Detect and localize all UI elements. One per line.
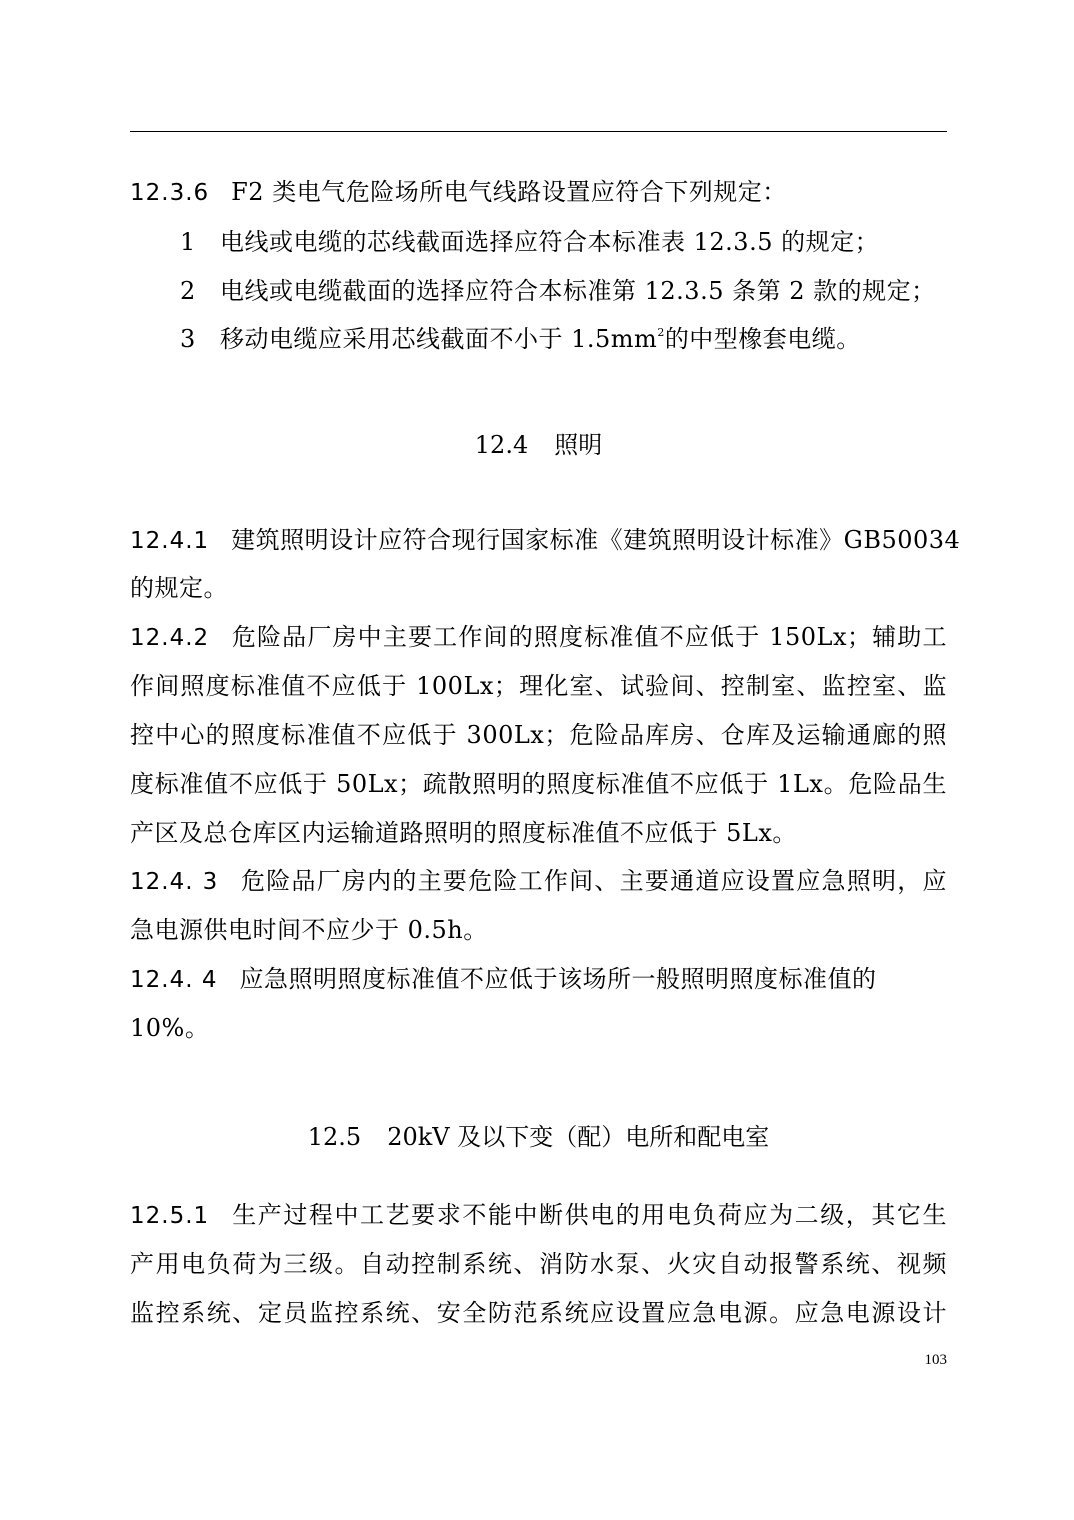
clause-text: 的规定。 [130,574,228,602]
clause-text: 建筑照明设计应符合现行国家标准《建筑照明设计标准》GB50034 [231,526,961,554]
clause-12-4-2 [130,620,947,655]
clause-text: 急电源供电时间不应少于 0.5h。 [130,916,488,944]
clause-line [130,718,947,752]
section-heading-12-5 [130,1120,947,1154]
clause-12-3-6 [130,175,947,210]
clause-text: 作间照度标准值不应低于 100Lx；理化室、试验间、控制室、监控室、监 [130,672,947,700]
clause-12-4-4 [130,962,947,997]
section-number: 12.5 [307,1123,362,1151]
item-text: 的中型橡套电缆。 [664,325,861,353]
clause-number: 12.4.1 [130,528,210,554]
clause-text: 度标准值不应低于 50Lx；疏散照明的照度标准值不应低于 1Lx。危险品生 [130,770,947,798]
clause-text: 应急照明照度标准值不应低于该场所一般照明照度标准值的 [239,965,877,993]
clause-text: 10%。 [130,1014,210,1042]
clause-number: 12.3.6 [130,180,210,206]
item-number: 2 [180,277,196,305]
section-title: 照明 [554,431,603,459]
clause-line [130,913,947,947]
clause-text: 监控系统、定员监控系统、安全防范系统应设置应急电源。应急电源设计 [130,1299,947,1327]
item-text: 移动电缆应采用芯线截面不小于 1.5mm [220,325,658,353]
list-item [180,274,947,308]
item-number: 1 [180,228,196,256]
clause-12-5-1 [130,1198,947,1233]
item-number: 3 [180,325,196,353]
item-text: 电线或电缆的芯线截面选择应符合本标准表 12.3.5 的规定； [220,228,880,256]
clause-text: 产用电负荷为三级。自动控制系统、消防水泵、火灾自动报警系统、视频 [130,1250,947,1278]
clause-line [130,571,947,605]
superscript: 2 [657,326,665,339]
item-text: 电线或电缆截面的选择应符合本标准第 12.3.5 条第 2 款的规定； [220,277,936,305]
clause-line [130,1247,947,1281]
clause-text: 产区及总仓库区内运输道路照明的照度标准值不应低于 5Lx。 [130,819,797,847]
clause-line [130,1011,947,1045]
clause-text: 控中心的照度标准值不应低于 300Lx；危险品库房、仓库及运输通廊的照 [130,721,947,749]
section-heading-12-4 [130,428,947,462]
section-title: 20kV 及以下变（配）电所和配电室 [387,1123,770,1151]
clause-number: 12.4. 3 [130,869,219,895]
clause-number: 12.4.2 [130,625,210,651]
clause-number: 12.5.1 [130,1203,210,1229]
clause-text: 生产过程中工艺要求不能中断供电的用电负荷应为二级，其它生 [231,1201,947,1229]
clause-line [130,669,947,703]
clause-12-4-1 [130,523,961,558]
header-rule [130,131,947,132]
clause-text: 危险品厂房中主要工作间的照度标准值不应低于 150Lx；辅助工 [231,623,947,651]
list-item [180,225,947,259]
clause-12-4-3 [130,864,947,899]
list-item [180,322,947,356]
clause-line [130,816,947,850]
clause-number: 12.4. 4 [130,967,218,993]
clause-text: 危险品厂房内的主要危险工作间、主要通道应设置应急照明，应 [240,867,948,895]
page-number: 103 [924,1352,947,1368]
clause-text: F2 类电气危险场所电气线路设置应符合下列规定： [231,178,787,206]
clause-line [130,767,947,801]
clause-line [130,1296,947,1330]
section-number: 12.4 [474,431,529,459]
